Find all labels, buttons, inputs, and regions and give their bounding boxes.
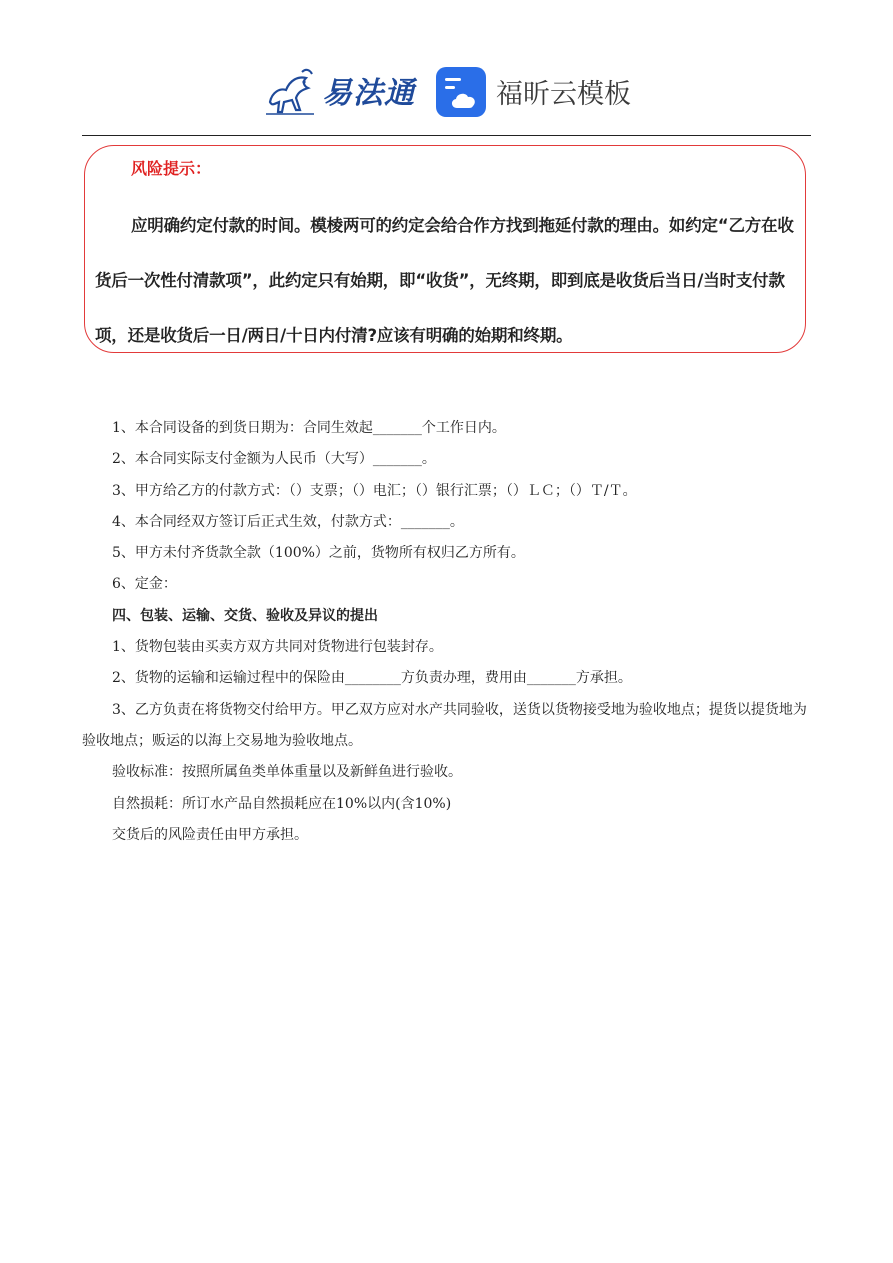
clause-6: 6、定金：	[112, 576, 177, 593]
risk-notice-body: 应明确约定付款的时间。模棱两可的约定会给合作方找到拖延付款的理由。如约定“乙方在收货后一次性付清款项”，此约定只有始期，即“收货”，无终期，即到底是收货后当日/当时支付款项，还是收货后一日/两日/十日内付清?应该有明确的始期和终期。	[95, 216, 794, 345]
risk-after-delivery: 交货后的风险责任由甲方承担。	[112, 826, 308, 843]
page-header	[0, 58, 893, 122]
section-4-item-3: 3、乙方负责在将货物交付给甲方。甲乙双方应对水产共同验收，送货以货物接受地为验收地点；提货以提货地为验收地点；贩运的以海上交易地为验收地点。	[82, 701, 807, 749]
clause-1: 1、本合同设备的到货日期为：合同生效起_______个工作日内。	[112, 420, 506, 436]
risk-notice-box	[84, 145, 806, 353]
clause-2: 2、本合同实际支付金额为人民币（大写）_______。	[112, 451, 436, 468]
acceptance-standard: 验收标准：按照所属鱼类单体重量以及新鲜鱼进行验收。	[112, 764, 462, 781]
section-4-item-1: 1、货物包装由买卖方双方共同对货物进行包装封存。	[112, 639, 443, 656]
section-4-heading: 四、包装、运输、交货、验收及异议的提出	[112, 607, 378, 624]
natural-loss: 自然损耗：所订水产品自然损耗应在10%以内(含10%)	[112, 795, 452, 812]
clause-5: 5、甲方未付齐货款全款（100%）之前，货物所有权归乙方所有。	[112, 545, 525, 562]
cloud-document-icon	[435, 66, 487, 118]
section-4-item-2: 2、货物的运输和运输过程中的保险由________方负责办理，费用由_______方承担。	[112, 670, 632, 687]
clause-4: 4、本合同经双方签订后正式生效，付款方式：_______。	[112, 513, 464, 530]
clause-3: 3、甲方给乙方的付款方式：（）支票；（）电汇；（）银行汇票；（）ＬＣ；（）Ｔ/Ｔ。	[112, 482, 637, 499]
fuxin-logo-text: 福昕云模板	[496, 79, 631, 110]
risk-notice-title: 风险提示：	[131, 159, 212, 178]
contract-body	[82, 413, 811, 851]
yifatong-logo-text: 易法通	[322, 76, 415, 111]
header-divider	[82, 135, 811, 136]
qilin-logo-icon	[262, 62, 318, 118]
